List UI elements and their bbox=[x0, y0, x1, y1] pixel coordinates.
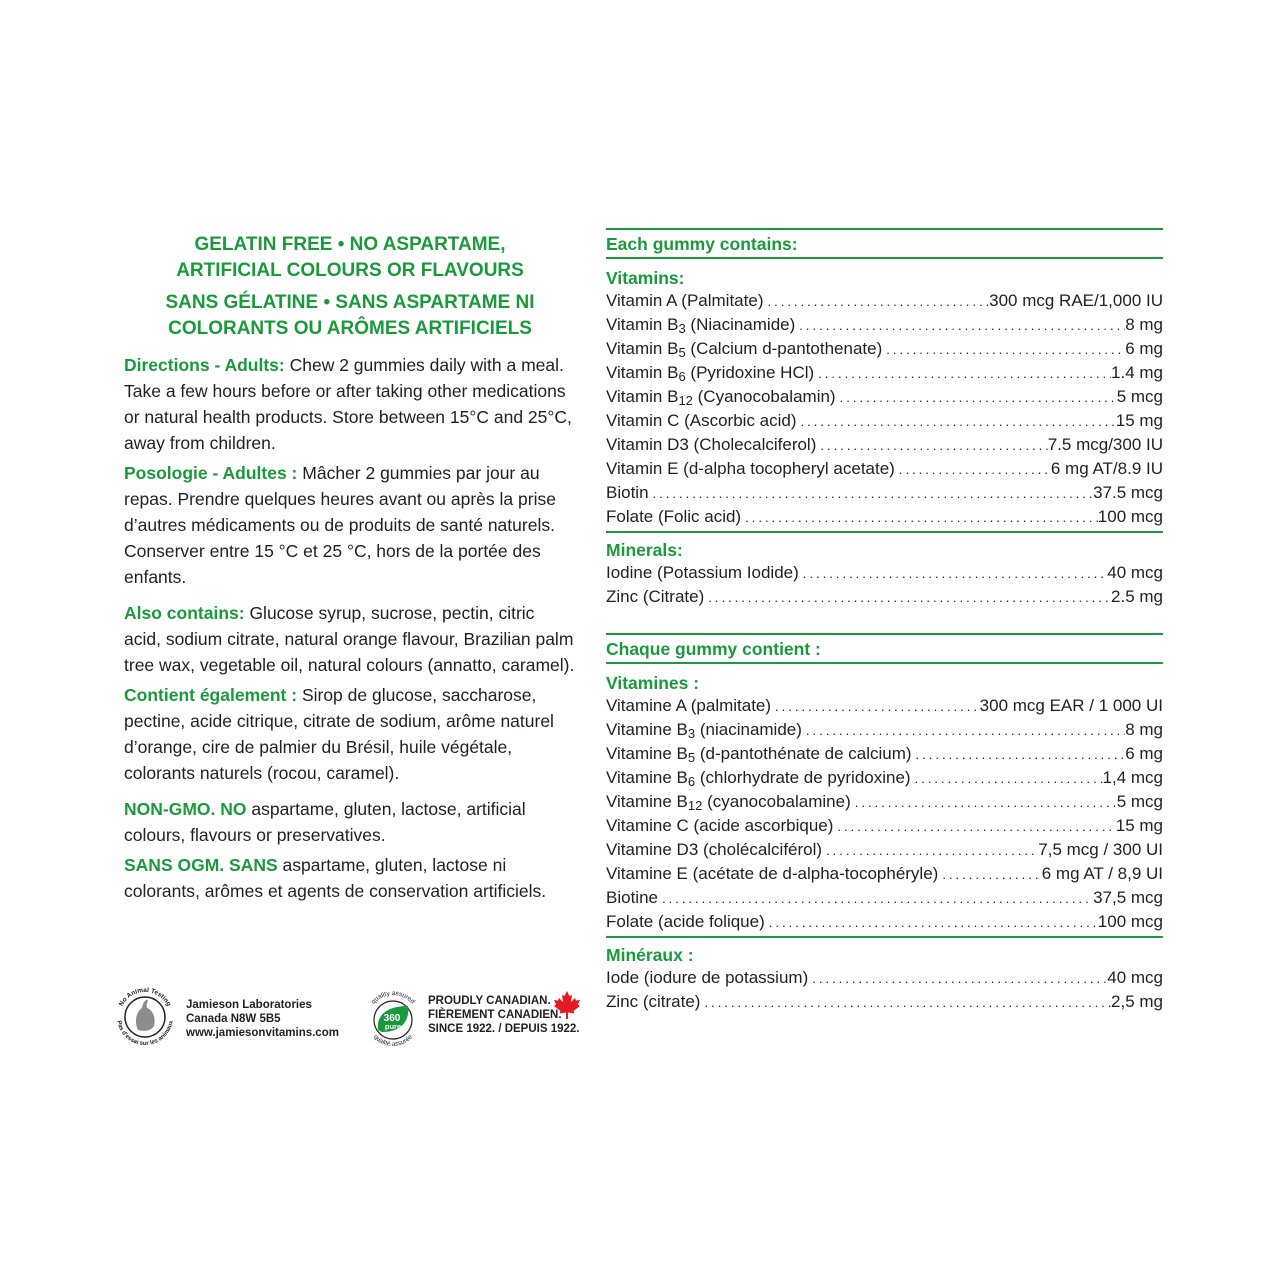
quality-assured-360-pure-icon bbox=[358, 984, 428, 1054]
nutrient-name-suffix: (cyanocobalamine) bbox=[702, 792, 851, 811]
pure-bottom-text: qualité assurée bbox=[371, 1033, 415, 1049]
proud-since: SINCE 1922. / DEPUIS 1922. bbox=[428, 1023, 580, 1035]
nutrient-amount: 1.4 mg bbox=[1111, 363, 1163, 382]
nutrient-name-text: Vitamine A (palmitate) bbox=[606, 696, 772, 715]
nutrient-name-text: Vitamin B bbox=[606, 339, 679, 358]
nutrient-subscript: 6 bbox=[687, 774, 696, 789]
nutrient-name-text: Vitamin C (Ascorbic acid) bbox=[606, 411, 797, 430]
nutrient-name bbox=[606, 814, 833, 838]
en-minerals-list bbox=[606, 561, 1163, 609]
dot-leader bbox=[808, 967, 1107, 990]
dot-leader bbox=[658, 887, 1093, 910]
directions-paragraph bbox=[124, 352, 576, 456]
badge-top-text: No Animal Testing bbox=[117, 986, 173, 1008]
sans-ogm-paragraph bbox=[124, 852, 576, 904]
dot-leader bbox=[851, 791, 1117, 814]
nutrient-subscript: 5 bbox=[678, 345, 686, 360]
headline-en-line1: GELATIN FREE • NO ASPARTAME, bbox=[194, 234, 506, 255]
headline-fr-line2: COLORANTS OU ARÔMES ARTIFICIELS bbox=[168, 318, 532, 339]
nutrient-name-suffix: (Cyanocobalamin) bbox=[692, 387, 836, 406]
footer-logos bbox=[112, 984, 592, 1054]
nutrient-name bbox=[606, 990, 700, 1014]
supplement-facts-panel bbox=[606, 228, 1163, 1014]
nutrient-name bbox=[606, 838, 822, 862]
nutrient-name bbox=[606, 862, 938, 886]
nutrient-name-text: Vitamine B bbox=[606, 768, 688, 787]
nutrient-row bbox=[606, 718, 1163, 742]
non-gmo-text: aspartame, gluten, lactose, artificial colours, flavours or preservatives. bbox=[124, 799, 526, 845]
nutrient-name bbox=[606, 337, 882, 361]
nutrient-name-suffix: (d-pantothénate de calcium) bbox=[695, 744, 912, 763]
en-minerals-title: Minerals: bbox=[606, 540, 683, 560]
nutrient-amount: 40 mcg bbox=[1107, 968, 1163, 987]
en-vitamins-list bbox=[606, 289, 1163, 529]
nutrient-name bbox=[606, 433, 816, 457]
en-vitamins-title: Vitamins: bbox=[606, 268, 685, 288]
nutrient-row bbox=[606, 361, 1163, 385]
nutrient-amount: 2.5 mg bbox=[1111, 587, 1163, 606]
dot-leader bbox=[700, 991, 1111, 1014]
nutrient-name-text: Folate (Folic acid) bbox=[606, 507, 742, 526]
dot-leader bbox=[912, 743, 1126, 766]
nutrient-name bbox=[606, 361, 814, 385]
nutrient-amount: 15 mg bbox=[1115, 411, 1163, 430]
nutrient-row bbox=[606, 505, 1163, 529]
nutrient-row bbox=[606, 838, 1163, 862]
dot-leader bbox=[763, 290, 989, 313]
non-gmo-paragraph bbox=[124, 796, 576, 848]
dot-leader bbox=[649, 482, 1094, 505]
dot-leader bbox=[771, 695, 980, 718]
nutrient-subscript: 12 bbox=[687, 798, 703, 813]
nutrient-row bbox=[606, 862, 1163, 886]
nutrient-name bbox=[606, 585, 704, 609]
fr-minerals-title: Minéraux : bbox=[606, 945, 694, 965]
dot-leader bbox=[938, 863, 1041, 886]
nutrient-amount: 15 mg bbox=[1115, 816, 1163, 835]
nutrient-row bbox=[606, 457, 1163, 481]
nutrient-amount: 37,5 mcg bbox=[1093, 888, 1163, 907]
nutrient-amount: 1,4 mcg bbox=[1102, 768, 1163, 787]
nutrient-name bbox=[606, 886, 658, 910]
company-postal: Canada N8W 5B5 bbox=[186, 1013, 281, 1025]
headline-french bbox=[124, 290, 576, 342]
nutrient-amount: 2,5 mg bbox=[1111, 992, 1163, 1011]
nutrient-amount: 5 mcg bbox=[1116, 792, 1163, 811]
nutrient-name-suffix: (niacinamide) bbox=[695, 720, 802, 739]
nutrient-row bbox=[606, 694, 1163, 718]
nutrient-amount: 6 mg bbox=[1125, 744, 1163, 763]
nutrient-name-text: Vitamine C (acide ascorbique) bbox=[606, 816, 834, 835]
nutrient-name-text: Vitamin B bbox=[606, 363, 679, 382]
nutrient-amount: 37.5 mcg bbox=[1093, 483, 1163, 502]
headline-fr-line1: SANS GÉLATINE • SANS ASPARTAME NI bbox=[165, 292, 535, 313]
nutrient-name bbox=[606, 694, 771, 718]
nutrient-name-text: Iode (iodure de potassium) bbox=[606, 968, 809, 987]
pure-top-text: quality assured bbox=[370, 989, 416, 1006]
nutrient-name-suffix: (chlorhydrate de pyridoxine) bbox=[695, 768, 911, 787]
nutrient-name-text: Vitamine B bbox=[606, 792, 688, 811]
nutrient-subscript: 5 bbox=[687, 750, 696, 765]
also-contains-label: Also contains: bbox=[124, 603, 245, 623]
nutrient-row bbox=[606, 289, 1163, 313]
nutrient-row bbox=[606, 385, 1163, 409]
nutrient-name-text: Iodine (Potassium Iodide) bbox=[606, 563, 799, 582]
contient-paragraph bbox=[124, 682, 576, 786]
company-address bbox=[186, 998, 339, 1040]
nutrient-row bbox=[606, 814, 1163, 838]
sans-ogm-label: SANS OGM. SANS bbox=[124, 855, 278, 875]
badge-bottom-text: Pas d’essai sur les animaux bbox=[115, 1020, 175, 1048]
rule-en-title bbox=[606, 257, 1163, 259]
nutrient-row bbox=[606, 966, 1163, 990]
posologie-text: Mâcher 2 gummies par jour au repas. Prendre quelques heures avant ou après la prise d’autres médicaments ou de produits de santé naturels. Conserver entre 15 °C et 25 °C, hors de la portée des enfants. bbox=[124, 463, 556, 587]
dot-leader bbox=[836, 386, 1117, 409]
nutrient-row bbox=[606, 790, 1163, 814]
nutrient-amount: 7,5 mcg / 300 UI bbox=[1038, 840, 1163, 859]
nutrient-subscript: 12 bbox=[678, 393, 693, 408]
nutrient-name bbox=[606, 766, 911, 790]
nutrient-name bbox=[606, 385, 836, 409]
nutrient-amount: 7.5 mcg/300 IU bbox=[1047, 435, 1163, 454]
fr-minerals-list bbox=[606, 966, 1163, 1014]
nutrient-amount: 6 mg AT / 8,9 UI bbox=[1041, 864, 1163, 883]
nutrient-name bbox=[606, 409, 797, 433]
nutrient-row bbox=[606, 561, 1163, 585]
rule-en-minerals bbox=[606, 531, 1163, 533]
nutrient-name-text: Folate (acide folique) bbox=[606, 912, 765, 931]
nutrient-name bbox=[606, 313, 795, 337]
nutrient-row bbox=[606, 990, 1163, 1014]
dot-leader bbox=[911, 767, 1103, 790]
dot-leader bbox=[797, 410, 1116, 433]
nutrient-amount: 5 mcg bbox=[1116, 387, 1163, 406]
nutrient-amount: 300 mcg RAE/1,000 IU bbox=[989, 291, 1163, 310]
posologie-label: Posologie - Adultes : bbox=[124, 463, 298, 483]
nutrient-row bbox=[606, 313, 1163, 337]
proud-line-fr: FIÈREMENT CANADIEN. bbox=[428, 1009, 562, 1021]
contient-label: Contient également : bbox=[124, 685, 298, 705]
nutrient-name-suffix: (Niacinamide) bbox=[685, 315, 796, 334]
company-website: www.jamiesonvitamins.com bbox=[186, 1027, 339, 1039]
nutrient-row bbox=[606, 409, 1163, 433]
contient-text: Sirop de glucose, saccharose, pectine, acide citrique, citrate de sodium, arôme naturel d’orange, cire de palmier du Brésil, huile végétale, colorants naturels (rocou, caramel). bbox=[124, 685, 554, 783]
nutrient-name bbox=[606, 718, 802, 742]
nutrient-row bbox=[606, 585, 1163, 609]
dot-leader bbox=[822, 839, 1038, 862]
dot-leader bbox=[741, 506, 1098, 529]
nutrient-amount: 8 mg bbox=[1125, 720, 1163, 739]
fr-section-title: Chaque gummy contient : bbox=[606, 639, 821, 659]
dot-leader bbox=[802, 719, 1125, 742]
dot-leader bbox=[895, 458, 1051, 481]
nutrient-name-text: Biotin bbox=[606, 483, 649, 502]
dot-leader bbox=[816, 434, 1047, 457]
dot-leader bbox=[882, 338, 1125, 361]
nutrient-name-text: Vitamine B bbox=[606, 720, 688, 739]
nutrient-row bbox=[606, 742, 1163, 766]
nutrient-amount: 6 mg AT/8.9 IU bbox=[1050, 459, 1163, 478]
nutrient-name bbox=[606, 966, 808, 990]
dot-leader bbox=[704, 586, 1111, 609]
nutrient-name bbox=[606, 910, 765, 934]
nutrient-name-text: Vitamin B bbox=[606, 315, 679, 334]
nutrient-name-text: Vitamine D3 (cholécalciférol) bbox=[606, 840, 823, 859]
nutrient-amount: 8 mg bbox=[1125, 315, 1163, 334]
nutrient-name-text: Vitamin D3 (Cholecalciferol) bbox=[606, 435, 817, 454]
maple-leaf-icon bbox=[552, 990, 582, 1020]
sans-ogm-text: aspartame, gluten, lactose ni colorants, arômes et agents de conservation artificiels. bbox=[124, 855, 547, 901]
nutrient-name bbox=[606, 457, 895, 481]
dot-leader bbox=[833, 815, 1115, 838]
nutrient-name-text: Vitamin A (Palmitate) bbox=[606, 291, 764, 310]
nutrient-row bbox=[606, 433, 1163, 457]
nutrient-subscript: 6 bbox=[678, 369, 686, 384]
fr-vitamins-title: Vitamines : bbox=[606, 673, 700, 693]
dot-leader bbox=[795, 314, 1125, 337]
also-contains-text: Glucose syrup, sucrose, pectin, citric acid, sodium citrate, natural orange flavour, Brazilian palm tree wax, vegetable oil, natural colours (annatto, caramel). bbox=[124, 603, 575, 675]
nutrient-name-text: Vitamin E (d-alpha tocopheryl acetate) bbox=[606, 459, 895, 478]
pure-number: 360 bbox=[383, 1013, 401, 1024]
nutrient-name-text: Zinc (citrate) bbox=[606, 992, 701, 1011]
non-gmo-label: NON-GMO. NO bbox=[124, 799, 247, 819]
nutrient-name bbox=[606, 561, 799, 585]
fr-vitamins-list bbox=[606, 694, 1163, 934]
nutrient-name bbox=[606, 742, 912, 766]
nutrient-amount: 6 mg bbox=[1125, 339, 1163, 358]
headline-english bbox=[124, 232, 576, 284]
nutrient-row bbox=[606, 481, 1163, 505]
nutrient-amount: 100 mcg bbox=[1097, 507, 1163, 526]
nutrient-amount: 100 mcg bbox=[1097, 912, 1163, 931]
directions-text: Chew 2 gummies daily with a meal. Take a few hours before or after taking other medications or natural health products. Store between 15°C and 25°C, away from children. bbox=[124, 355, 572, 453]
rule-fr-title bbox=[606, 662, 1163, 664]
headline-en-line2: ARTIFICIAL COLOURS OR FLAVOURS bbox=[176, 260, 524, 281]
nutrient-row bbox=[606, 337, 1163, 361]
nutrient-name bbox=[606, 505, 741, 529]
nutrient-name-text: Vitamine B bbox=[606, 744, 688, 763]
dot-leader bbox=[814, 362, 1111, 385]
nutrient-name-text: Vitamine E (acétate de d-alpha-tocophéryle) bbox=[606, 864, 939, 883]
company-name: Jamieson Laboratories bbox=[186, 999, 312, 1011]
nutrient-amount: 40 mcg bbox=[1107, 563, 1163, 582]
nutrient-name-text: Biotine bbox=[606, 888, 658, 907]
nutrient-name bbox=[606, 790, 851, 814]
also-contains-paragraph bbox=[124, 600, 576, 678]
nutrient-name-suffix: (Calcium d-pantothenate) bbox=[685, 339, 883, 358]
nutrient-name bbox=[606, 289, 763, 313]
posologie-paragraph bbox=[124, 460, 576, 590]
nutrient-row bbox=[606, 766, 1163, 790]
nutrient-name-suffix: (Pyridoxine HCl) bbox=[685, 363, 815, 382]
left-column bbox=[124, 232, 576, 908]
nutrient-subscript: 3 bbox=[687, 726, 696, 741]
nutrient-row bbox=[606, 886, 1163, 910]
nutrient-row bbox=[606, 910, 1163, 934]
nutrient-name-text: Zinc (Citrate) bbox=[606, 587, 705, 606]
rule-fr-minerals bbox=[606, 936, 1163, 938]
nutrient-name-text: Vitamin B bbox=[606, 387, 679, 406]
en-section-title: Each gummy contains: bbox=[606, 234, 798, 254]
proud-line-en: PROUDLY CANADIAN. bbox=[428, 995, 551, 1007]
no-animal-testing-badge-icon bbox=[112, 984, 178, 1050]
nutrient-amount: 300 mcg EAR / 1 000 UI bbox=[979, 696, 1163, 715]
dot-leader bbox=[799, 562, 1107, 585]
dot-leader bbox=[765, 911, 1098, 934]
pure-word: pure bbox=[384, 1022, 402, 1031]
nutrient-name bbox=[606, 481, 649, 505]
nutrient-subscript: 3 bbox=[678, 321, 686, 336]
directions-label: Directions - Adults: bbox=[124, 355, 285, 375]
